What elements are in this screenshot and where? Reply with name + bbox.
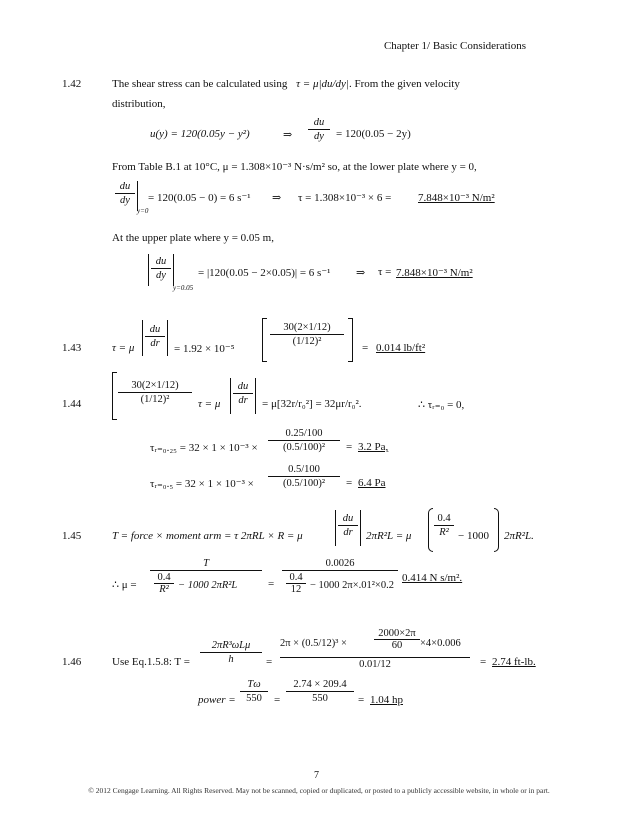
- gradient-expression: = μ[32r/r₀²] = 32μr/r₀².: [262, 398, 362, 410]
- lower-du-dy: du dy: [115, 181, 135, 206]
- result: 2.74 ft-lb.: [492, 656, 536, 668]
- chapter-header: Chapter 1/ Basic Considerations: [383, 40, 526, 52]
- upper-tau-label: τ =: [378, 266, 392, 278]
- bracket-fraction: 30(2×1/12) (1/12)²: [270, 322, 344, 347]
- implies-arrow: ⇒: [356, 267, 366, 279]
- du-dr-fraction: du dr: [145, 324, 165, 349]
- inner-fraction: 0.4 R²: [434, 513, 454, 538]
- mu-fraction-2: 0.0026 0.4 12 − 1000 2π×.01²×0.2: [282, 558, 398, 600]
- tau-mu: τ = μ: [112, 342, 135, 354]
- page-number: 7: [314, 770, 319, 781]
- result-3-2: 3.2 Pa,: [358, 441, 389, 453]
- result-6-4: 6.4 Pa: [358, 477, 386, 489]
- problem-text: The shear stress can be calculated using τ = μ|du/dy|. From the given velocity: [112, 78, 460, 90]
- problem-number: 1.43: [62, 342, 82, 354]
- power-result: 1.04 hp: [370, 694, 403, 706]
- equals: =: [362, 342, 369, 354]
- lower-result: 7.848×10⁻³ N/m²: [418, 192, 495, 204]
- tau-mu: τ = μ: [198, 398, 221, 410]
- equals: =: [358, 694, 365, 706]
- eval-upper: y=0.05: [173, 284, 194, 292]
- equals: =: [266, 656, 273, 668]
- lower-gradient: = 120(0.05 − 0) = 6 s⁻¹: [148, 192, 251, 204]
- implies-arrow: ⇒: [272, 192, 282, 204]
- therefore-zero: ∴ τᵣ₌₀ = 0,: [418, 399, 465, 411]
- tau-r-05-lhs: τᵣ₌₀.₅ = 32 × 1 × 10⁻³ ×: [150, 478, 254, 490]
- torque-line: T = force × moment arm = τ 2πRL × R = μ: [112, 530, 303, 542]
- power-fraction-2: 2.74 × 209.4 550: [286, 679, 354, 704]
- tau-r-025-lhs: τᵣ₌₀.₂₅ = 32 × 1 × 10⁻³ ×: [150, 442, 258, 454]
- problem-text-cont: distribution,: [112, 98, 166, 110]
- equals: =: [480, 656, 487, 668]
- equals: =: [268, 578, 275, 590]
- problem-number: 1.46: [62, 656, 82, 668]
- tau-r-025-fraction: 0.25/100 (0.5/100)²: [268, 428, 340, 453]
- numeric-fraction: 2π × (0.5/12)³ × 2000×2π 60 ×4×0.006 0.01/12: [280, 628, 470, 670]
- inline-equation: τ = μ|du/dy|: [296, 78, 349, 90]
- coefficient: = 1.92 × 10⁻⁵: [174, 343, 235, 355]
- tau-fraction: 30(2×1/12) (1/12)²: [118, 380, 192, 405]
- upper-gradient: = |120(0.05 − 2×0.05)| = 6 s⁻¹: [198, 267, 331, 279]
- mu-fraction-1: T 0.4 R² − 1000 2πR²L: [150, 558, 262, 600]
- torque-mid: 2πR²L = μ: [366, 530, 412, 542]
- eval-lower: y=0: [137, 207, 149, 215]
- lower-tau-label: τ = 1.308×10⁻³ × 6 =: [298, 192, 392, 204]
- derivative-equation: = 120(0.05 − 2y): [336, 128, 411, 140]
- result: 0.014 lb/ft²: [376, 342, 426, 354]
- power-label: power =: [198, 694, 236, 706]
- du-dy-fraction: du dy: [308, 117, 330, 142]
- upper-result: 7.848×10⁻³ N/m²: [396, 267, 473, 279]
- du-dr-fraction: du dr: [338, 513, 358, 538]
- table-line: From Table B.1 at 10°C, μ = 1.308×10⁻³ N·s/m² so, at the lower plate where y = 0,: [112, 161, 477, 173]
- eq-fraction: 2πR³ωLμ h: [200, 640, 262, 665]
- tau-r-05-fraction: 0.5/100 (0.5/100)²: [268, 464, 340, 489]
- mu-lhs: ∴ μ =: [112, 579, 137, 591]
- equals: =: [346, 477, 353, 489]
- problem-number: 1.44: [62, 398, 82, 410]
- du-dr-fraction: du dr: [233, 381, 253, 406]
- power-fraction-1: Tω 550: [240, 679, 268, 704]
- lead-text: Use Eq.1.5.8: T =: [112, 656, 190, 668]
- copyright-footer: © 2012 Cengage Learning. All Rights Reserved. May not be scanned, copied or duplicated, or posted to a publicly accessible website, in whole or in part.: [88, 786, 550, 795]
- torque-tail: 2πR²L.: [504, 530, 534, 542]
- result: 0.414 N s/m².: [402, 572, 463, 584]
- inner-tail: − 1000: [458, 530, 489, 542]
- upper-du-dy: du dy: [151, 256, 171, 281]
- problem-number: 1.42: [62, 78, 82, 90]
- equals: =: [346, 441, 353, 453]
- upper-line: At the upper plate where y = 0.05 m,: [112, 232, 274, 244]
- equals: =: [274, 694, 281, 706]
- problem-number: 1.45: [62, 530, 82, 542]
- velocity-equation: u(y) = 120(0.05y − y²): [150, 128, 250, 140]
- implies-arrow: ⇒: [283, 129, 293, 141]
